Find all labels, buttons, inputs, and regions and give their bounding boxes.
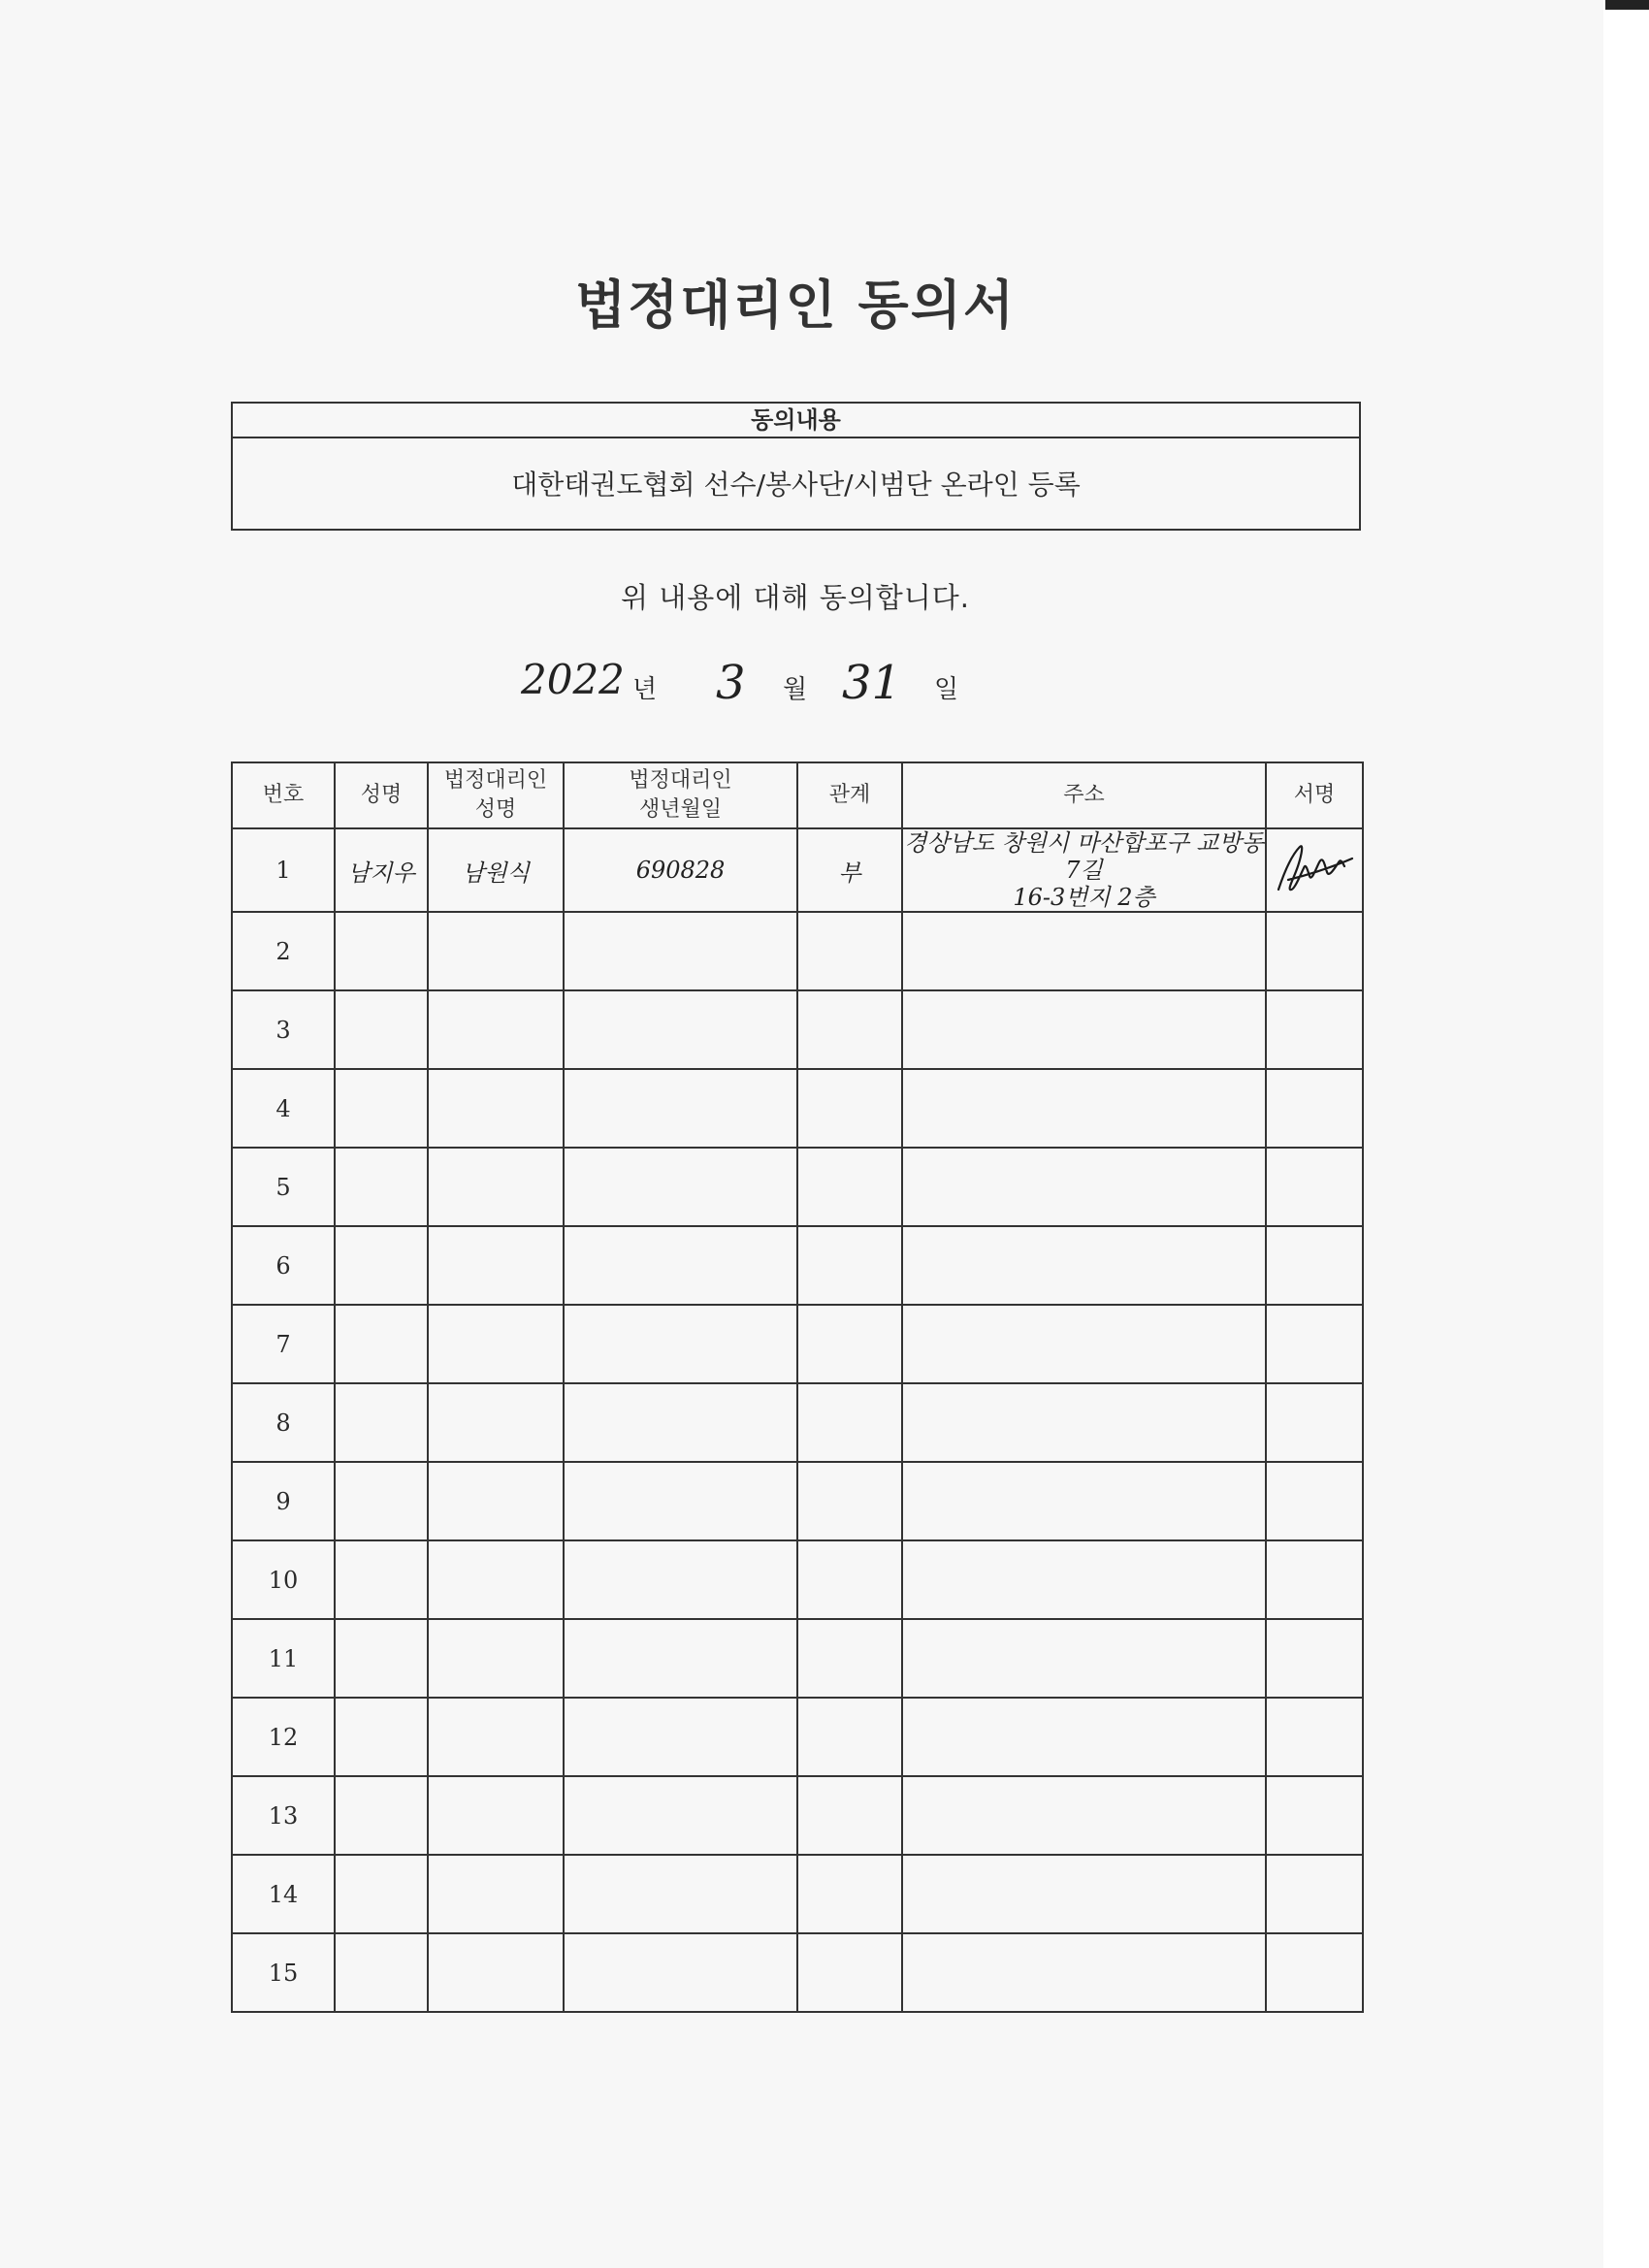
header-relation: 관계: [797, 762, 902, 828]
table-row: [232, 1540, 1363, 1619]
row-number: 15: [232, 1933, 335, 2012]
student-name: [335, 912, 428, 990]
signature-cell: [1266, 828, 1363, 912]
row-number: 13: [232, 1776, 335, 1855]
header-signature: 서명: [1266, 762, 1363, 828]
guardian-dob: 690828: [564, 828, 797, 912]
relation: [797, 1226, 902, 1305]
guardian-dob: [564, 1462, 797, 1540]
row-number: 7: [232, 1305, 335, 1383]
address: [902, 990, 1266, 1069]
signature-cell: [1266, 1855, 1363, 1933]
row-number: 3: [232, 990, 335, 1069]
table-row: [232, 990, 1363, 1069]
guardian-dob: [564, 912, 797, 990]
guardian-dob: [564, 1776, 797, 1855]
header-guardian-name: [428, 762, 564, 828]
address: [902, 1462, 1266, 1540]
row-number: 12: [232, 1698, 335, 1776]
table-row: [232, 1462, 1363, 1540]
relation: [797, 1148, 902, 1226]
student-name: [335, 1462, 428, 1540]
row-number: 9: [232, 1462, 335, 1540]
student-name: [335, 990, 428, 1069]
relation: [797, 1462, 902, 1540]
relation: [797, 1933, 902, 2012]
table-row: [232, 1148, 1363, 1226]
table-row: [232, 1855, 1363, 1933]
date-month-unit: 월: [783, 675, 808, 704]
header-guardian-name-line1: 법정대리인: [443, 768, 548, 793]
guardian-name: [428, 1933, 564, 2012]
document-title: 법정대리인 동의서: [574, 275, 1017, 336]
student-name: [335, 1305, 428, 1383]
signature-cell: [1266, 990, 1363, 1069]
signature-cell: [1266, 1933, 1363, 2012]
address: [902, 1305, 1266, 1383]
address: [902, 1226, 1266, 1305]
relation: [797, 1305, 902, 1383]
relation: [797, 1383, 902, 1462]
student-name: [335, 1619, 428, 1698]
address: [902, 1698, 1266, 1776]
guardian-dob: [564, 1148, 797, 1226]
relation: 부: [797, 828, 902, 912]
header-guardian-dob: [564, 762, 797, 828]
student-name: [335, 1148, 428, 1226]
date-day-unit: 일: [934, 675, 959, 704]
guardian-dob: [564, 1069, 797, 1148]
date-day: 31: [842, 656, 902, 710]
address-line1: 경상남도 창원시 마산합포구 교방동 7길: [904, 829, 1264, 884]
student-name: [335, 1540, 428, 1619]
relation: [797, 912, 902, 990]
handwritten-signature: [1271, 833, 1358, 901]
address: [902, 1069, 1266, 1148]
guardian-dob: [564, 1619, 797, 1698]
student-name: [335, 1776, 428, 1855]
table-row: [232, 1698, 1363, 1776]
guardian-name: [428, 1226, 564, 1305]
signature-cell: [1266, 1069, 1363, 1148]
guardian-name: [428, 1540, 564, 1619]
table-row: [232, 1383, 1363, 1462]
table-row: [232, 1226, 1363, 1305]
row-number: 14: [232, 1855, 335, 1933]
signature-cell: [1266, 1148, 1363, 1226]
row-number: 1: [232, 828, 335, 912]
guardian-name: [428, 912, 564, 990]
guardian-dob: [564, 1540, 797, 1619]
signature-cell: [1266, 1226, 1363, 1305]
address: [902, 1855, 1266, 1933]
consent-header: 동의내용: [233, 404, 1359, 438]
relation: [797, 1540, 902, 1619]
date-month: 3: [716, 656, 746, 710]
table-header-row: [232, 762, 1363, 828]
header-name: 성명: [335, 762, 428, 828]
student-name: [335, 1069, 428, 1148]
consent-box: [231, 402, 1361, 531]
address: [902, 828, 1266, 912]
guardian-dob: [564, 1855, 797, 1933]
header-guardian-dob-line1: 법정대리인: [629, 768, 732, 793]
guardian-dob: [564, 1698, 797, 1776]
guardian-name: [428, 1776, 564, 1855]
row-number: 11: [232, 1619, 335, 1698]
table-row: [232, 1619, 1363, 1698]
address-line2: 16-3번지 2층: [1013, 884, 1155, 911]
row-number: 5: [232, 1148, 335, 1226]
header-guardian-name-line2: 성명: [474, 797, 517, 822]
guardian-name: [428, 1462, 564, 1540]
relation: [797, 990, 902, 1069]
student-name: [335, 1383, 428, 1462]
row-number: 10: [232, 1540, 335, 1619]
guardian-table: [231, 761, 1364, 2013]
guardian-name: [428, 1855, 564, 1933]
guardian-dob: [564, 1383, 797, 1462]
signature-cell: [1266, 1619, 1363, 1698]
guardian-name: [428, 1698, 564, 1776]
guardian-name: [428, 1148, 564, 1226]
relation: [797, 1698, 902, 1776]
guardian-dob: [564, 1933, 797, 2012]
guardian-name: 남원식: [428, 828, 564, 912]
signature-cell: [1266, 1383, 1363, 1462]
student-name: [335, 1933, 428, 2012]
address: [902, 1540, 1266, 1619]
guardian-dob: [564, 1305, 797, 1383]
student-name: [335, 1698, 428, 1776]
relation: [797, 1855, 902, 1933]
student-name: [335, 1226, 428, 1305]
row-number: 2: [232, 912, 335, 990]
signature-cell: [1266, 1305, 1363, 1383]
agreement-statement: 위 내용에 대해 동의합니다.: [620, 581, 971, 614]
address: [902, 1383, 1266, 1462]
header-no: 번호: [232, 762, 335, 828]
row-number: 8: [232, 1383, 335, 1462]
table-row: [232, 1305, 1363, 1383]
table-row: [232, 828, 1363, 912]
address: [902, 1776, 1266, 1855]
header-guardian-dob-line2: 생년월일: [638, 797, 722, 822]
signature-cell: [1266, 1698, 1363, 1776]
guardian-name: [428, 1383, 564, 1462]
guardian-name: [428, 1069, 564, 1148]
signature-cell: [1266, 912, 1363, 990]
scan-corner-mark: [1605, 0, 1649, 10]
student-name: [335, 1855, 428, 1933]
table-row: [232, 1069, 1363, 1148]
row-number: 6: [232, 1226, 335, 1305]
guardian-dob: [564, 1226, 797, 1305]
guardian-name: [428, 990, 564, 1069]
date-year-unit: 년: [632, 675, 658, 704]
date-year: 2022: [521, 656, 625, 703]
table-row: [232, 1776, 1363, 1855]
address: [902, 1148, 1266, 1226]
signature-cell: [1266, 1776, 1363, 1855]
student-name: 남지우: [335, 828, 428, 912]
scan-edge: [1603, 0, 1649, 2268]
row-number: 4: [232, 1069, 335, 1148]
consent-text: 대한태권도협회 선수/봉사단/시범단 온라인 등록: [511, 469, 1081, 501]
relation: [797, 1776, 902, 1855]
guardian-name: [428, 1619, 564, 1698]
table-row: [232, 912, 1363, 990]
address: [902, 912, 1266, 990]
signature-cell: [1266, 1540, 1363, 1619]
address: [902, 1933, 1266, 2012]
header-address: 주소: [902, 762, 1266, 828]
relation: [797, 1619, 902, 1698]
guardian-name: [428, 1305, 564, 1383]
signature-cell: [1266, 1462, 1363, 1540]
relation: [797, 1069, 902, 1148]
table-row: [232, 1933, 1363, 2012]
address: [902, 1619, 1266, 1698]
guardian-dob: [564, 990, 797, 1069]
